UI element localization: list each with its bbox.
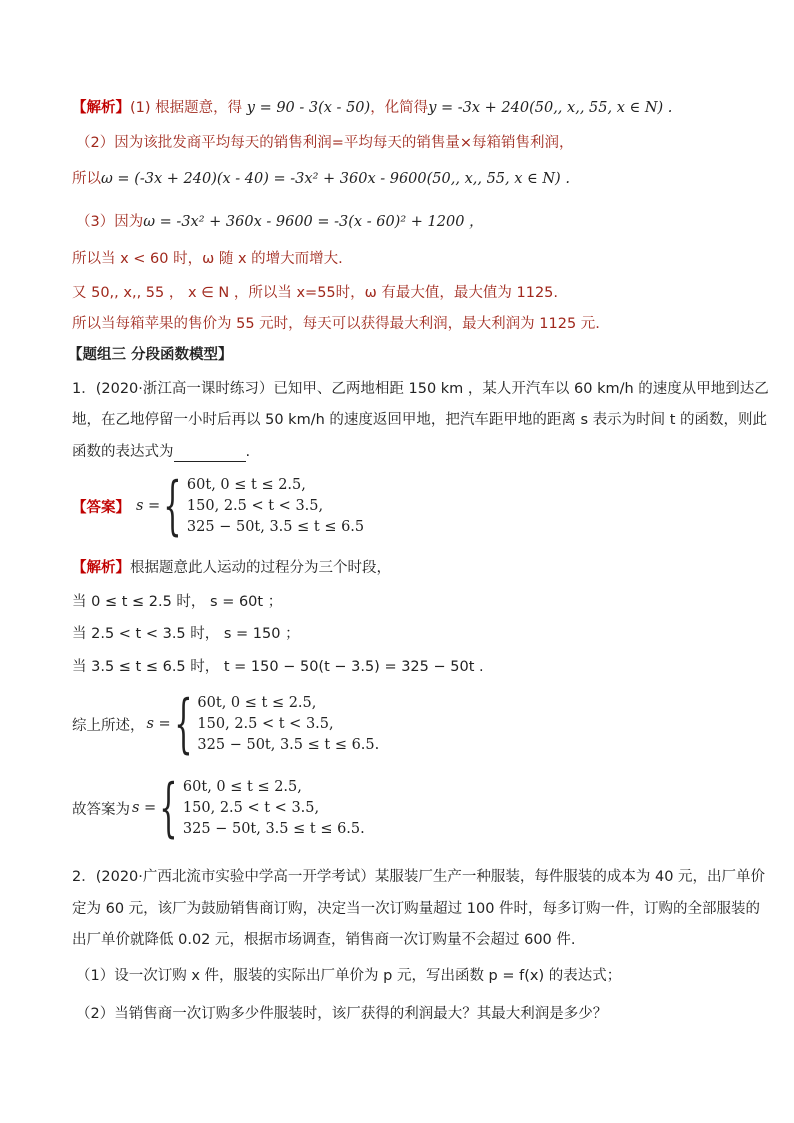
answer-cases — [187, 475, 364, 538]
analysis-line-6: 又 50,, x,, 55 ， x ∈ N ，所以当 x=55时，ω 有最大值，最大值为 1125. — [72, 285, 559, 301]
analysis-line-3 — [72, 169, 570, 189]
case-line: 325 − 50t, 3.5 ≤ t ≤ 6.5. — [197, 736, 380, 753]
case-line: 150, 2.5 < t < 3.5, — [186, 497, 324, 514]
analysis-text: (1) 根据题意，得 — [130, 100, 243, 116]
answer-tag: 【答案】 — [72, 499, 130, 516]
analysis2-step-2: 当 2.5 < t < 3.5 时， s = 150 ； — [72, 626, 300, 642]
question-2-line-1: 2．(2020·广西北流市实验中学高一开学考试）某服装厂生产一种服装，每件服装的成本为 40 元，出厂单价 — [72, 869, 766, 885]
formula: ω = (-3x + 240)(x - 40) = -3x² + 360x - 9600(50,, x,, 55, x ∈ N) . — [101, 171, 570, 187]
question-2-sub-1: （1）设一次订购 x 件，服装的实际出厂单价为 p 元，写出函数 p = f(x) 的表达式； — [76, 968, 622, 984]
analysis-text: 所以 — [72, 171, 101, 187]
question-1-line-3 — [72, 442, 250, 462]
summary-cases — [197, 693, 379, 756]
summary-lhs: s = — [146, 716, 171, 732]
summary-block — [72, 687, 380, 761]
summary-label: 综上所述， — [72, 717, 145, 734]
final-answer-block — [72, 771, 365, 845]
answer-blank — [174, 447, 246, 462]
final-cases — [183, 777, 365, 840]
analysis-text: ，化简得 — [370, 100, 429, 116]
formula: y = 90 - 3(x - 50) — [246, 100, 371, 116]
formula: ω = -3x² + 360x - 9600 = -3(x - 60)² + 1200 ， — [143, 214, 484, 230]
final-label: 故答案为 — [72, 801, 130, 818]
question-1-line-1: 1．(2020·浙江高一课时练习）已知甲、乙两地相距 150 km ，某人开汽车以 60 km/h 的速度从甲地到达乙 — [72, 381, 769, 397]
question-2-line-3: 出厂单价就降低 0.02 元，根据市场调查，销售商一次订购量不会超过 600 件. — [72, 932, 576, 948]
final-lhs: s = — [132, 800, 157, 816]
left-brace-icon: { — [159, 771, 178, 845]
analysis-line-1 — [72, 98, 672, 118]
case-line: 325 − 50t, 3.5 ≤ t ≤ 6.5. — [182, 820, 365, 837]
case-line: 150, 2.5 < t < 3.5, — [197, 715, 334, 732]
question-text: . — [245, 444, 251, 460]
question-1-line-2: 地，在乙地停留一小时后再以 50 km/h 的速度返回甲地，把汽车距甲地的距离 s 表示为时间 t 的函数，则此 — [72, 412, 768, 428]
case-line: 325 − 50t, 3.5 ≤ t ≤ 6.5 — [186, 518, 365, 535]
analysis2-step-3: 当 3.5 ≤ t ≤ 6.5 时， t = 150 − 50(t − 3.5) = 325 − 50t . — [72, 659, 484, 675]
left-brace-icon: { — [163, 469, 182, 543]
section-title: 【题组三 分段函数模型】 — [68, 347, 233, 363]
case-line: 150, 2.5 < t < 3.5, — [182, 799, 320, 816]
case-line: 60t, 0 ≤ t ≤ 2.5, — [197, 694, 317, 711]
analysis-line-5: 所以当 x < 60 时，ω 随 x 的增大而增大. — [72, 251, 343, 267]
analysis-tag: 【解析】 — [72, 560, 130, 576]
analysis-line-7: 所以当每箱苹果的售价为 55 元时，每天可以获得最大利润，最大利润为 1125 元. — [72, 316, 600, 332]
analysis2-line-1 — [72, 558, 391, 578]
answer-lhs: s = — [136, 498, 161, 514]
answer-block — [72, 469, 365, 543]
analysis2-step-1: 当 0 ≤ t ≤ 2.5 时， s = 60t ； — [72, 594, 283, 610]
analysis-tag: 【解析】 — [72, 100, 130, 116]
question-2-line-2: 定为 60 元，该厂为鼓励销售商订购，决定当一次订购量超过 100 件时，每多订购一件，订购的全部服装的 — [72, 901, 761, 917]
analysis-text: （3）因为 — [76, 214, 144, 230]
case-line: 60t, 0 ≤ t ≤ 2.5, — [186, 476, 306, 493]
analysis-line-2: （2）因为该批发商平均每天的销售利润=平均每天的销售量×每箱销售利润， — [76, 135, 574, 151]
formula: y = -3x + 240(50,, x,, 55, x ∈ N) . — [428, 100, 673, 116]
analysis-line-4 — [76, 212, 484, 232]
case-line: 60t, 0 ≤ t ≤ 2.5, — [182, 778, 302, 795]
left-brace-icon: { — [173, 687, 193, 761]
question-text: 函数的表达式为 — [72, 444, 174, 460]
analysis-text: 根据题意此人运动的过程分为三个时段， — [130, 560, 391, 576]
question-2-sub-2: （2）当销售商一次订购多少件服装时，该厂获得的利润最大？其最大利润是多少？ — [76, 1006, 608, 1022]
